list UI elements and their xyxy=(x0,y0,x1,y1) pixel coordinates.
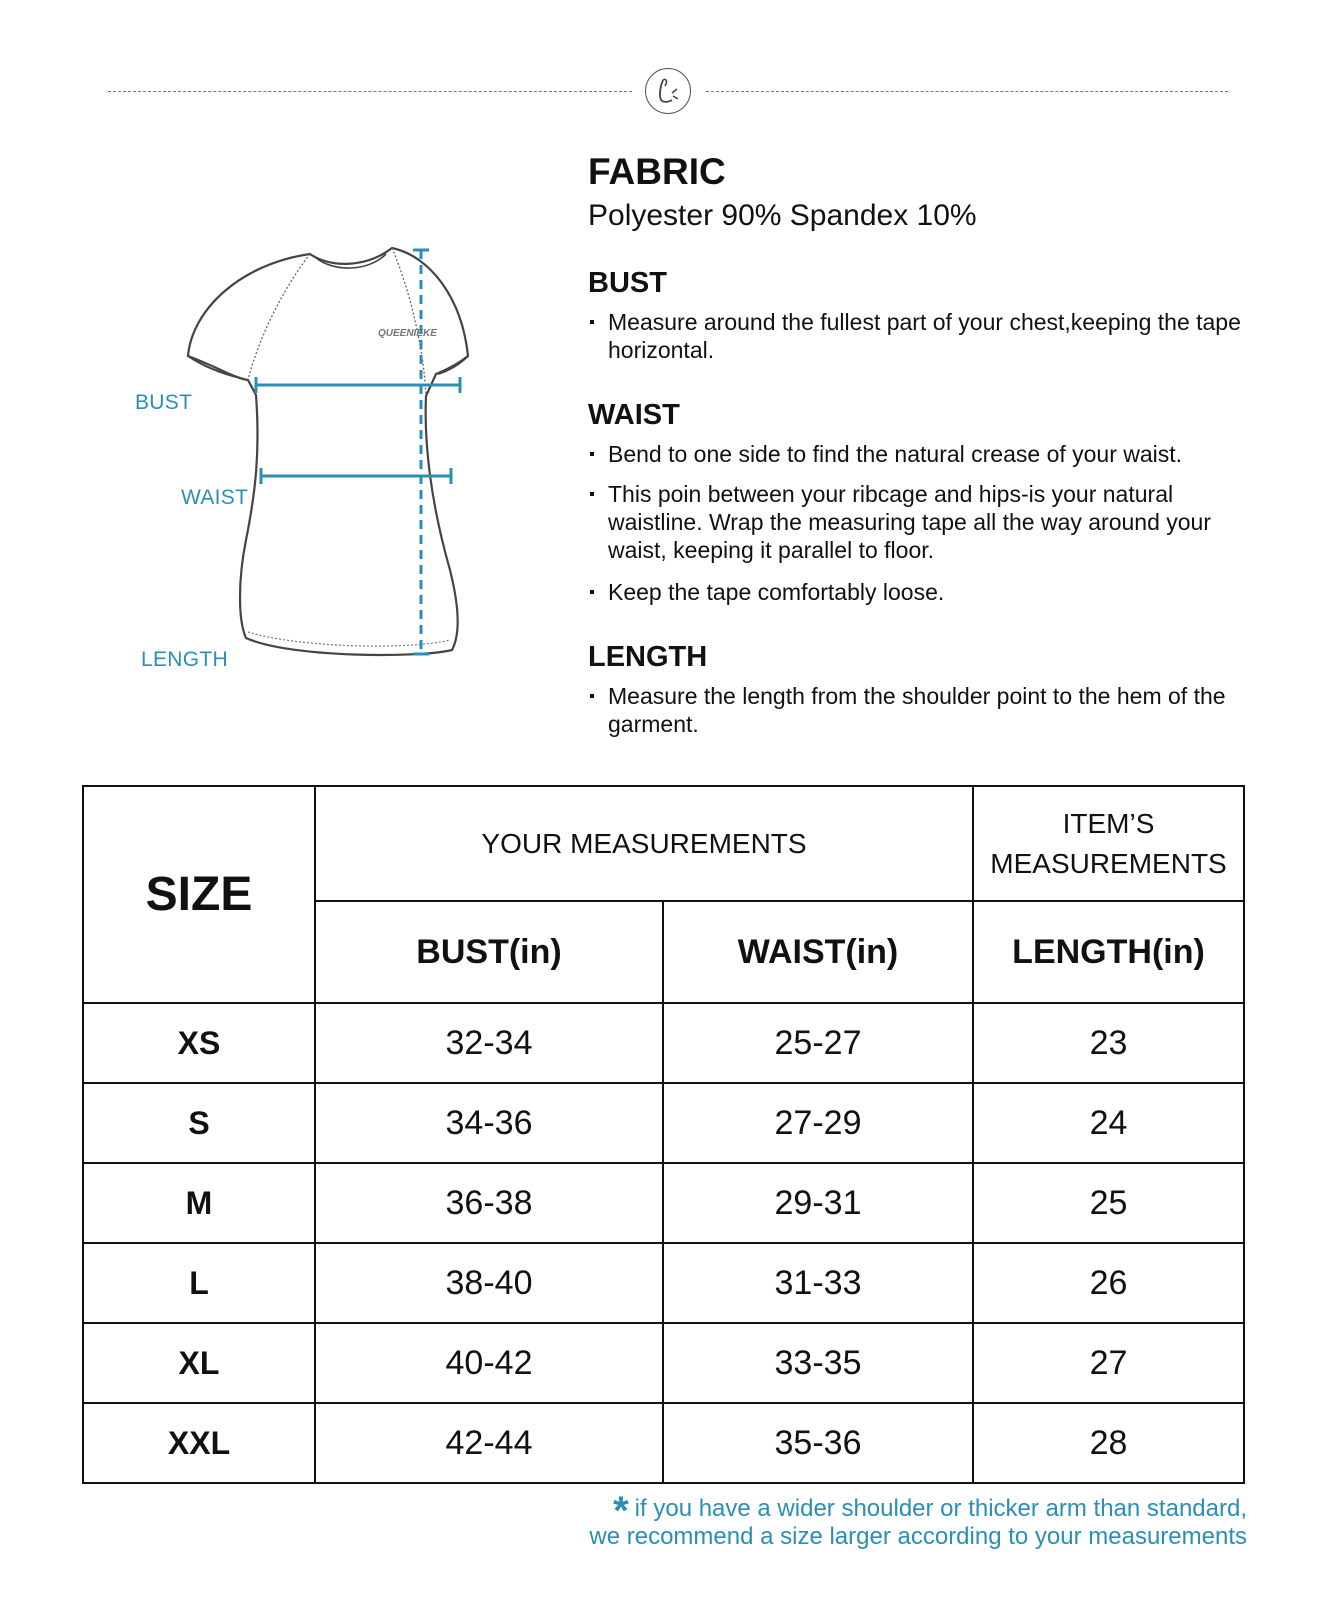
fabric-description: Polyester 90% Spandex 10% xyxy=(588,199,977,232)
table-row xyxy=(83,1323,1244,1403)
diagram-label-bust: BUST xyxy=(135,391,193,414)
bullet-icon xyxy=(590,452,594,456)
bullet-text: Bend to one side to find the natural crease of your waist. xyxy=(608,441,1183,467)
your-measurements-header: YOUR MEASUREMENTS xyxy=(315,786,973,901)
brand-print: QUEENIEKE xyxy=(378,328,437,339)
diagram-label-waist: WAIST xyxy=(181,486,249,509)
items-measurements-line1: ITEM’S xyxy=(1062,807,1155,839)
size-header: SIZE xyxy=(83,786,315,1003)
brand-monogram-icon xyxy=(645,68,691,114)
bullet-icon xyxy=(590,694,594,698)
waist-section-title: WAIST xyxy=(588,399,680,431)
table-row xyxy=(83,1243,1244,1323)
bullet-text: Measure around the fullest part of your chest,keeping the tape horizontal. xyxy=(608,309,1241,363)
note-line-1-text: if you have a wider shoulder or thicker arm than standard, xyxy=(634,1495,1247,1522)
waist-bullet xyxy=(588,440,1248,468)
size-chart-table xyxy=(82,785,1245,1484)
size-cell: XS xyxy=(83,1003,315,1083)
bullet-text: Measure the length from the shoulder point to the hem of the garment. xyxy=(608,683,1226,737)
bullet-text: This poin between your ribcage and hips-is your natural waistline. Wrap the measuring tape all the way around your waist, keeping it parallel to floor. xyxy=(608,481,1212,563)
shirt-outline xyxy=(188,248,468,655)
table-row xyxy=(83,1003,1244,1083)
length-cell: 27 xyxy=(973,1323,1244,1403)
note-line-2: we recommend a size larger according to your measurements xyxy=(589,1523,1247,1550)
top-divider-right xyxy=(706,91,1228,92)
size-cell: XL xyxy=(83,1323,315,1403)
bust-section-title: BUST xyxy=(588,267,667,299)
waist-cell: 31-33 xyxy=(663,1243,973,1323)
bust-bullet xyxy=(588,308,1248,364)
note-line-1 xyxy=(589,1489,1247,1533)
shirt-diagram xyxy=(120,240,560,690)
column-header-waist: WAIST(in) xyxy=(663,901,973,1003)
length-bullet xyxy=(588,682,1248,738)
items-measurements-header xyxy=(973,786,1244,901)
table-row xyxy=(83,1083,1244,1163)
length-cell: 24 xyxy=(973,1083,1244,1163)
length-cell: 28 xyxy=(973,1403,1244,1483)
asterisk-icon: * xyxy=(613,1489,629,1533)
waist-bullet xyxy=(588,480,1248,564)
column-header-bust: BUST(in) xyxy=(315,901,663,1003)
length-cell: 25 xyxy=(973,1163,1244,1243)
items-measurements-line2: MEASUREMENTS xyxy=(990,847,1227,879)
bust-cell: 40-42 xyxy=(315,1323,663,1403)
size-cell: L xyxy=(83,1243,315,1323)
table-row xyxy=(83,1163,1244,1243)
bullet-text: Keep the tape comfortably loose. xyxy=(608,579,945,605)
size-cell: M xyxy=(83,1163,315,1243)
table-row xyxy=(83,1403,1244,1483)
bust-cell: 36-38 xyxy=(315,1163,663,1243)
bust-cell: 32-34 xyxy=(315,1003,663,1083)
measurement-guide xyxy=(588,150,1248,738)
length-cell: 23 xyxy=(973,1003,1244,1083)
size-cell: S xyxy=(83,1083,315,1163)
waist-bullet xyxy=(588,578,1248,606)
diagram-label-length: LENGTH xyxy=(141,648,228,671)
bullet-icon xyxy=(590,590,594,594)
waist-cell: 25-27 xyxy=(663,1003,973,1083)
fabric-title: FABRIC xyxy=(588,151,726,192)
size-recommendation-note xyxy=(589,1489,1247,1550)
waist-cell: 33-35 xyxy=(663,1323,973,1403)
waist-cell: 29-31 xyxy=(663,1163,973,1243)
bullet-icon xyxy=(590,320,594,324)
bust-cell: 34-36 xyxy=(315,1083,663,1163)
size-cell: XXL xyxy=(83,1403,315,1483)
top-divider-left xyxy=(108,91,632,92)
length-section-title: LENGTH xyxy=(588,641,708,673)
waist-cell: 27-29 xyxy=(663,1083,973,1163)
waist-cell: 35-36 xyxy=(663,1403,973,1483)
column-header-length: LENGTH(in) xyxy=(973,901,1244,1003)
bust-cell: 38-40 xyxy=(315,1243,663,1323)
bust-cell: 42-44 xyxy=(315,1403,663,1483)
bullet-icon xyxy=(590,492,594,496)
length-cell: 26 xyxy=(973,1243,1244,1323)
